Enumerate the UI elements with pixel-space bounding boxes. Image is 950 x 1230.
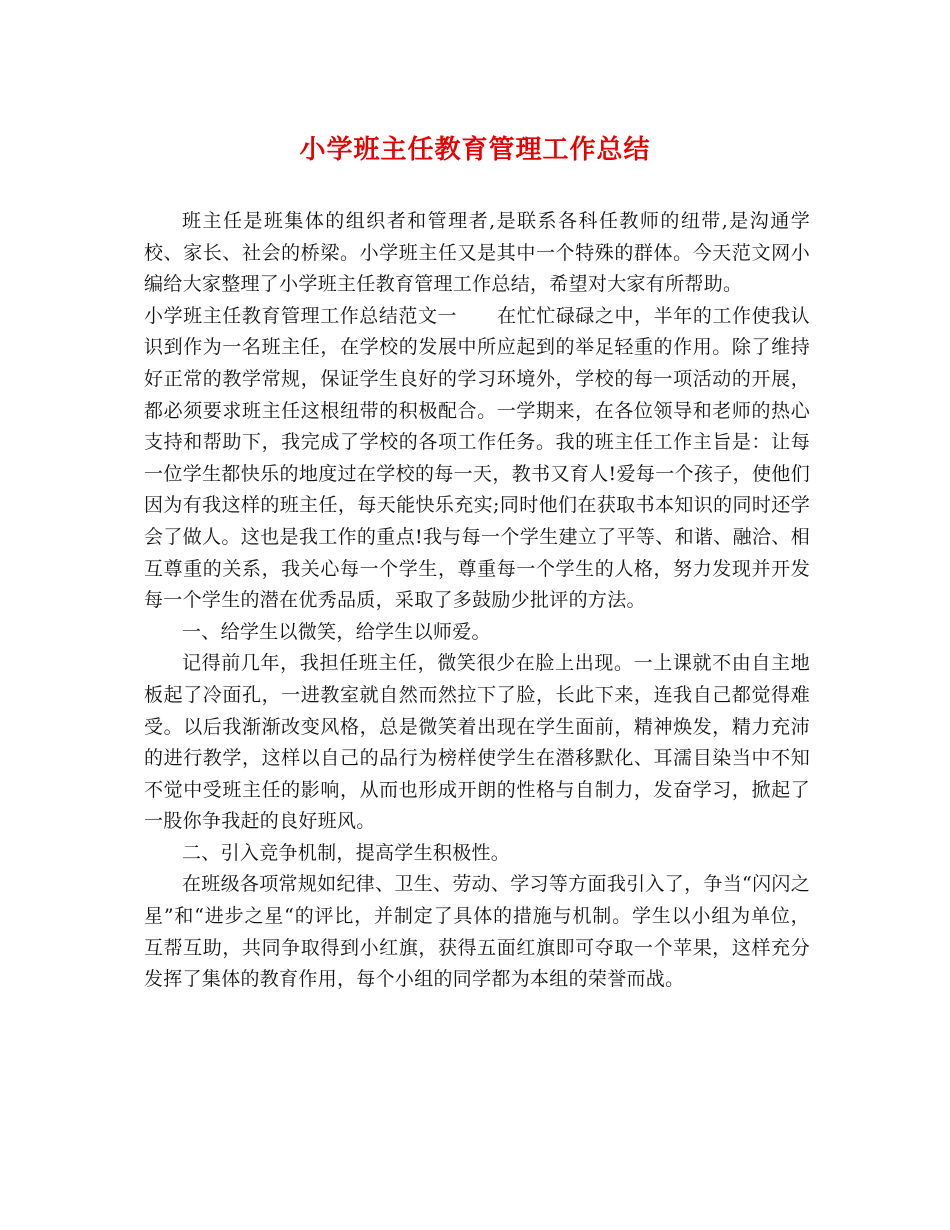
- section-heading-2: 二、引入竞争机制，提高学生积极性。: [182, 841, 511, 864]
- document-title: 小学班主任教育管理工作总结: [299, 135, 651, 165]
- sample-heading: 小学班主任教育管理工作总结范文一: [144, 304, 458, 327]
- document-body: [144, 206, 810, 996]
- section-paragraph-2: 在班级各项常规如纪律、卫生、劳动、学习等方面我引入了，争当“闪闪之星”和“进步之星“的评比，并制定了具体的措施与机制。学生以小组为单位，互帮互助，共同争取得到小红旗，获得五面红旗即可夺取一个苹果，这样充分发挥了集体的教育作用，每个小组的同学都为本组的荣誉而战。: [144, 873, 810, 991]
- sample-paragraph: [144, 301, 810, 617]
- section-heading-1: 一、给学生以微笑，给学生以师爱。: [182, 620, 491, 643]
- section-paragraph-1: 记得前几年，我担任班主任，微笑很少在脸上出现。一上课就不由自主地板起了冷面孔，一进教室就自然而然拉下了脸，长此下来，连我自己都觉得难受。以后我渐渐改变风格，总是微笑着出现在学生面前，精神焕发，精力充沛的进行教学，这样以自己的品行为榜样使学生在潜移默化、耳濡目染当中不知不觉中受班主任的影响，从而也形成开朗的性格与自制力，发奋学习，掀起了一股你争我赶的良好班风。: [144, 652, 810, 833]
- sample-text: 在忙忙碌碌之中，半年的工作使我认识到作为一名班主任，在学校的发展中所应起到的举足轻重的作用。除了维持好正常的教学常规，保证学生良好的学习环境外，学校的每一项活动的开展，都必须要求班主任这根纽带的积极配合。一学期来，在各位领导和老师的热心支持和帮助下，我完成了学校的各项工作任务。我的班主任工作主旨是：让每一位学生都快乐的地度过在学校的每一天，教书又育人!爱每一个孩子，使他们因为有我这样的班主任，每天能快乐充实;同时他们在获取书本知识的同时还学会了做人。这也是我工作的重点!我与每一个学生建立了平等、和谐、融洽、相互尊重的关系，我关心每一个学生，尊重每一个学生的人格，努力发现并开发每一个学生的潜在优秀品质，采取了多鼓励少批评的方法。: [144, 304, 810, 612]
- intro-paragraph: 班主任是班集体的组织者和管理者,是联系各科任教师的纽带,是沟通学校、家长、社会的桥梁。小学班主任又是其中一个特殊的群体。今天范文网小编给大家整理了小学班主任教育管理工作总结，希望对大家有所帮助。: [144, 210, 810, 296]
